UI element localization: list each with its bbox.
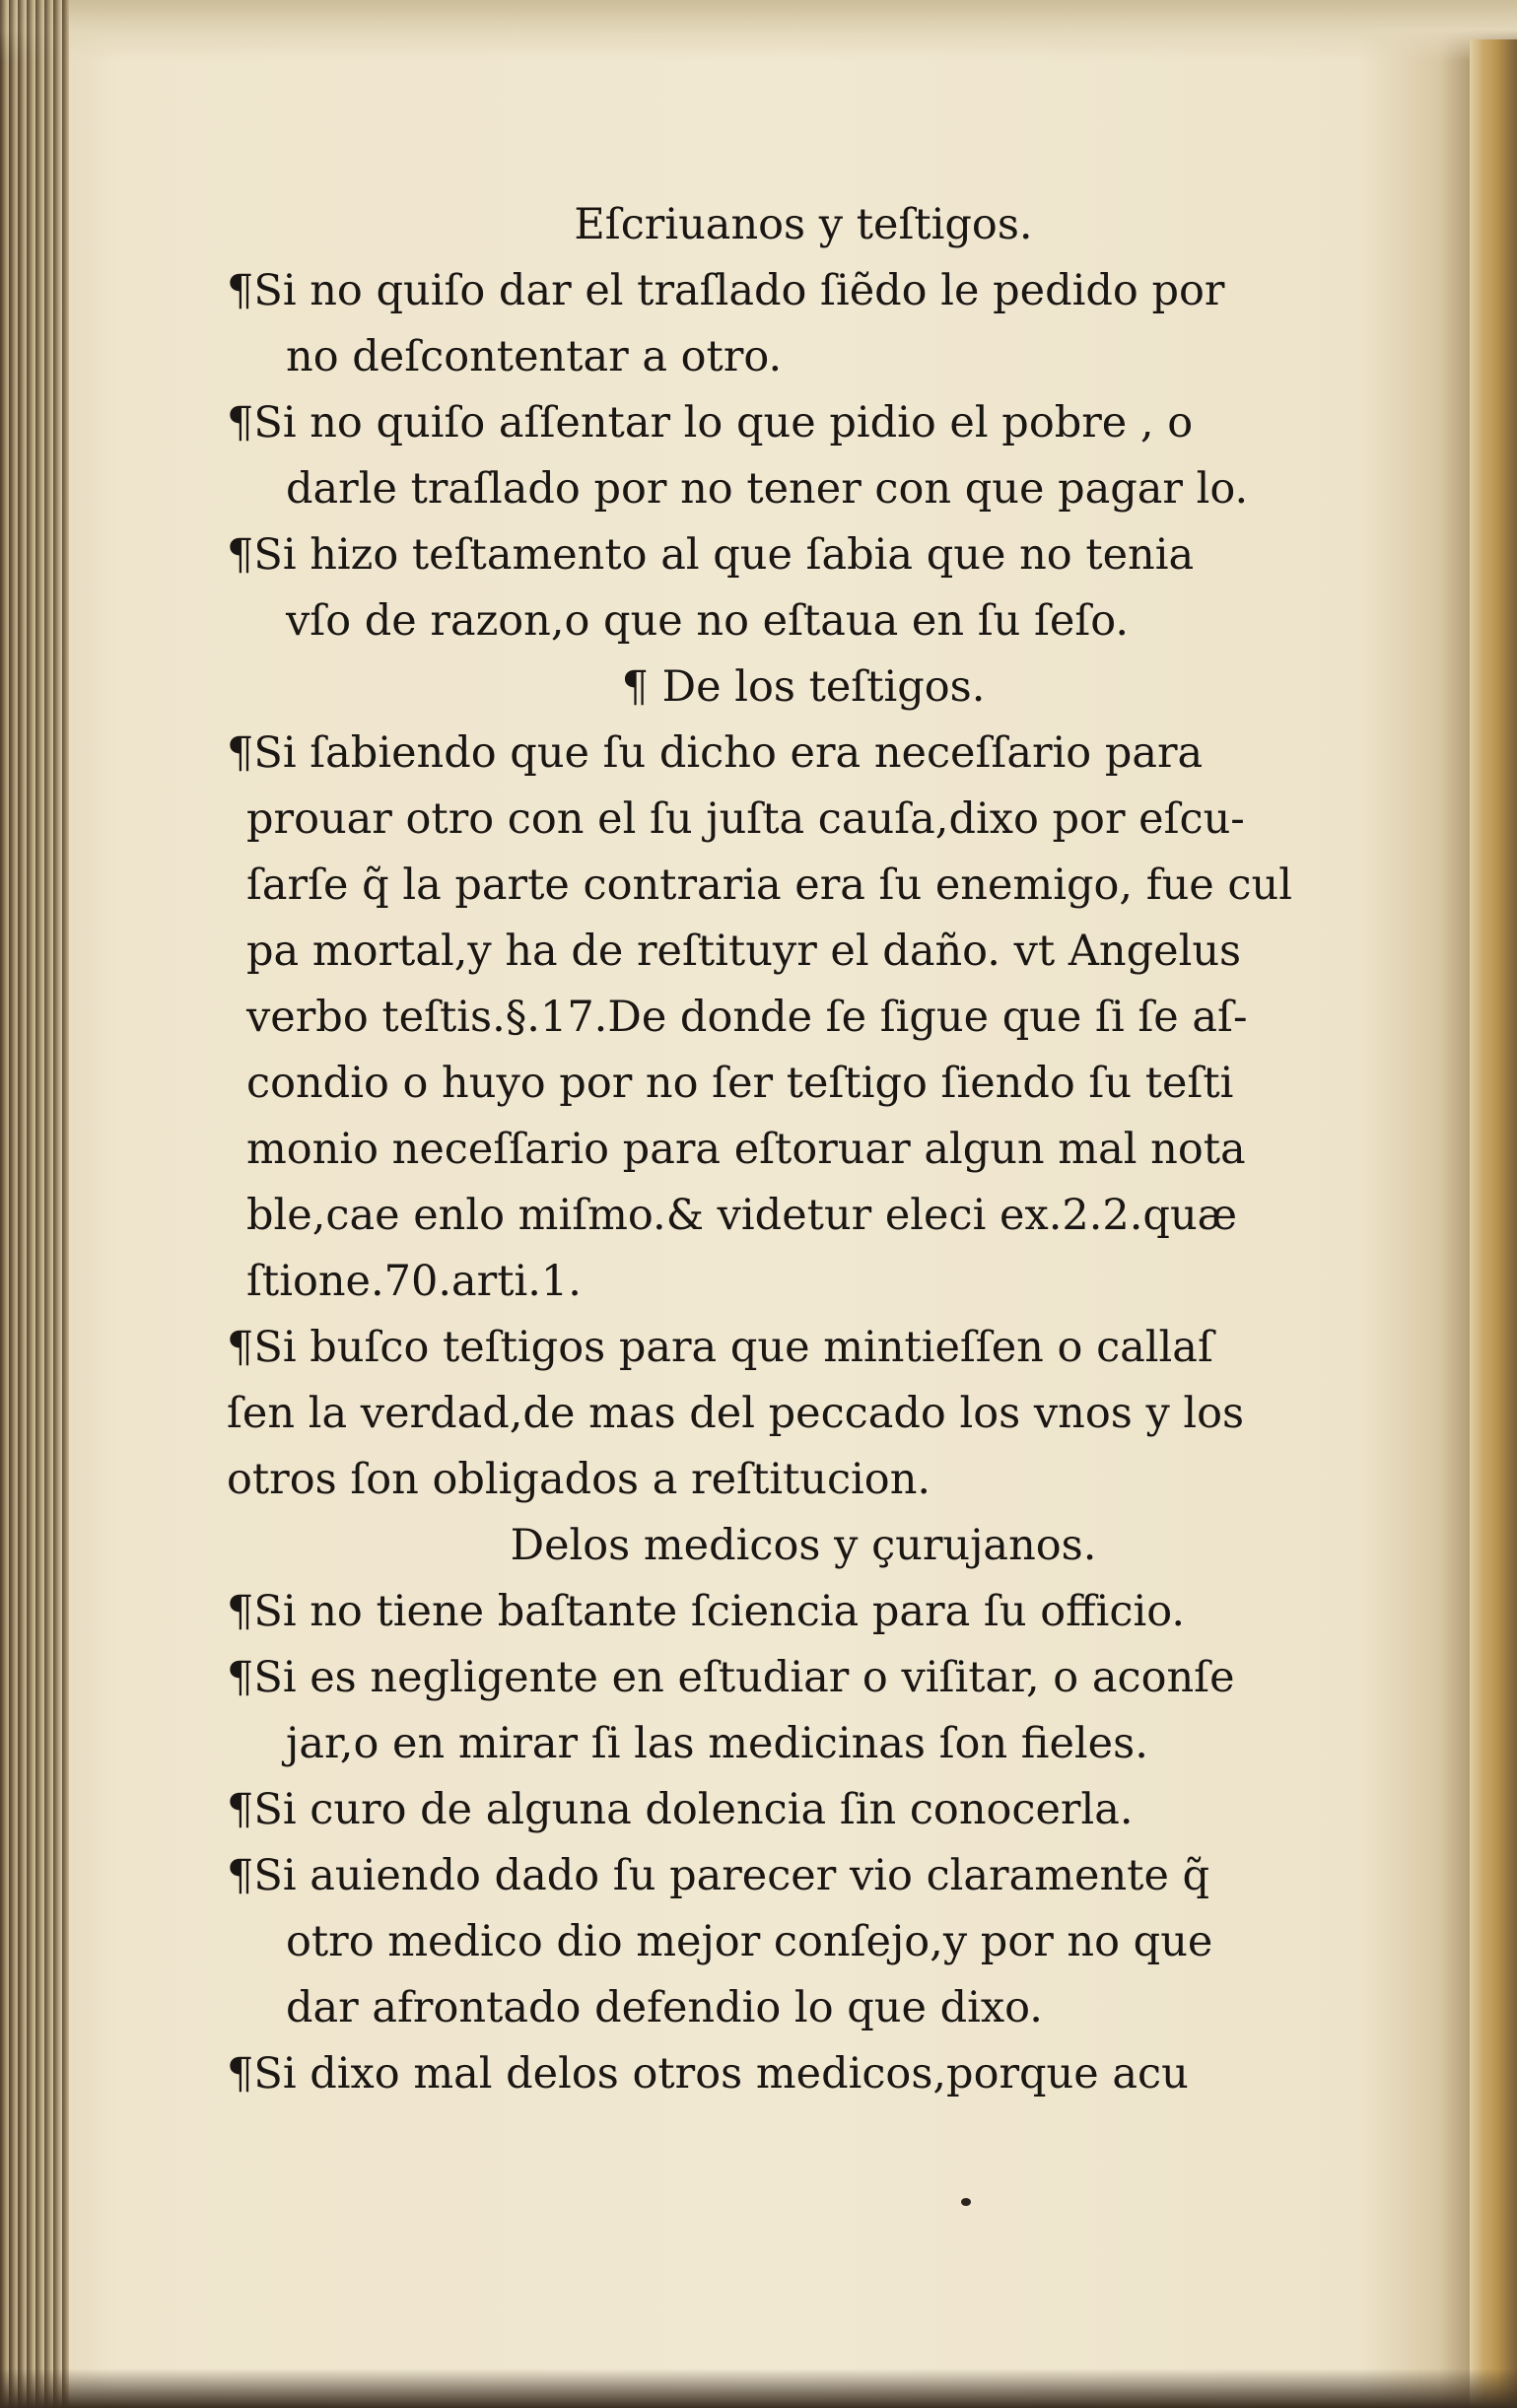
text-line: vſo de razon,o que no eſtaua en ſu ſeſo.: [286, 596, 1130, 646]
text-line: ¶Si es negligente en eſtudiar o viſitar, o aconſe: [227, 1653, 1235, 1702]
text-line: ¶Si hizo teſtamento al que ſabia que no tenia: [227, 530, 1195, 580]
text-line: ¶Si no tiene baſtante ſciencia para ſu officio.: [227, 1587, 1186, 1636]
text-line: dar afrontado defendio lo que dixo.: [286, 1983, 1043, 2032]
page-left-edge: [0, 0, 69, 2408]
text-line: prouar otro con el ſu juſta cauſa,dixo por eſcu-: [246, 794, 1245, 844]
text-line: ¶Si buſco teſtigos para que mintieſſen o callaſ: [227, 1323, 1213, 1372]
text-line: condio o huyo por no ſer teſtigo ſiendo ſu teſti: [246, 1059, 1234, 1108]
text-line: otros ſon obligados a reſtitucion.: [227, 1455, 931, 1504]
text-line: darle traſlado por no tener con que pagar lo.: [286, 464, 1249, 514]
text-lines: [227, 258, 1380, 2107]
text-line: ſen la verdad,de mas del peccado los vnos y los: [227, 1389, 1245, 1438]
text-line: ¶Si ſabiendo que ſu dicho era neceſſario para: [227, 728, 1204, 778]
book-binding-edge: [1470, 39, 1517, 2408]
text-line: ¶ De los teſtigos.: [621, 662, 986, 712]
text-line: ble,cae enlo miſmo.& videtur eleci ex.2.2.quæ: [246, 1191, 1238, 1240]
text-line: ¶Si no quiſo dar el traſlado ſiẽdo le pedido por: [227, 266, 1225, 315]
text-line: otro medico dio mejor conſejo,y por no que: [286, 1917, 1213, 1966]
text-line: ¶Si dixo mal delos otros medicos,porque acu: [227, 2049, 1189, 2098]
text-line: monio neceſſario para eſtoruar algun mal nota: [246, 1125, 1246, 1174]
text-line: ¶Si curo de alguna dolencia ſin conocerla.: [227, 1785, 1134, 1834]
text-line: verbo teſtis.§.17.De donde ſe ſigue que ſi ſe aſ-: [246, 993, 1248, 1042]
text-line: pa mortal,y ha de reſtituyr el daño. vt Angelus: [246, 927, 1242, 976]
text-line: jar,o en mirar ſi las medicinas ſon fieles.: [286, 1719, 1148, 1768]
page-bottom-shadow: [0, 2369, 1517, 2408]
page-text-block: [227, 192, 1380, 2107]
text-line: ¶Si auiendo dado ſu parecer vio claramente q̃: [227, 1851, 1210, 1900]
text-line: ſtione.70.arti.1.: [246, 1257, 582, 1306]
text-line: Delos medicos y çurujanos.: [510, 1521, 1097, 1570]
ink-speck: [961, 2198, 971, 2206]
page-top-edge: [0, 0, 1517, 61]
running-heading: Eſcriuanos y teſtigos.: [574, 200, 1033, 249]
text-line: ſarſe q̃ la parte contraria era ſu enemigo, fue cul: [246, 860, 1292, 910]
text-line: no deſcontentar a otro.: [286, 332, 783, 381]
text-line: ¶Si no quiſo aſſentar lo que pidio el pobre , o: [227, 398, 1194, 447]
